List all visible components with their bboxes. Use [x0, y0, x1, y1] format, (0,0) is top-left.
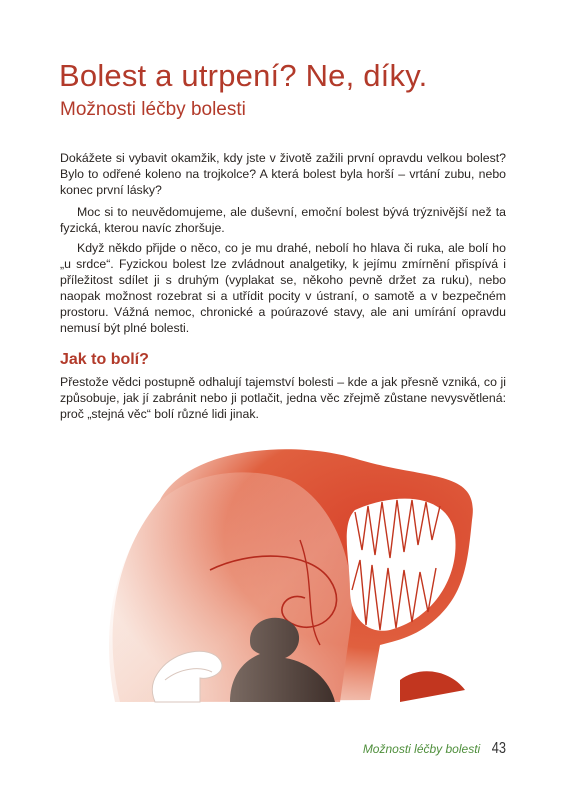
section-heading: Jak to bolí?: [60, 351, 149, 368]
page-number: 43: [491, 740, 507, 757]
page-title: Bolest a utrpení? Ne, díky.: [59, 58, 428, 93]
red-tail: [400, 671, 465, 702]
section-paragraph: Přestože vědci postupně odhalují tajemství bolesti – kde a jak přesně vzniká, co ji způsobuje, jak jí zabránit nebo ji potlačit, jedna věc zřejmě zůstane nevysvětlená: proč „stejná věc“ bolí různé lidi jinak.: [60, 375, 506, 421]
paragraph-2: Moc si to neuvědomujeme, ale duševní, emoční bolest bývá trýznivější než ta fyzická, kterou navíc zhoršuje.: [60, 205, 506, 235]
pain-monster-illustration: [100, 440, 480, 710]
monster-fade: [109, 472, 352, 702]
paragraph-3: Když někdo přijde o něco, co je mu drahé, nebolí ho hlava či ruka, ale bolí ho „u srdce“. Fyzickou bolest lze zvládnout analgetiky, k jejímu zmírnění přispívá i příležitost sdílet ji s druhým (vyplakat se, někoho pevně držet za ruku), nebo naopak možnost rozebrat si a utřídit pocity v ústraní, o samotě a v bezpečném prostoru. Vážná nemoc, chronické a poúrazové stavy, ale ani umírání opravdu nemusí být plné bolesti.: [60, 241, 506, 335]
paragraph-1: Dokážete si vybavit okamžik, kdy jste v životě zažili první opravdu velkou bolest? Bylo to odřené koleno na trojkolce? A která bolest byla horší – vrtání zubu, nebo konec první lásky?: [60, 151, 506, 197]
page-footer: [363, 740, 508, 758]
footer-section-name: Možnosti léčby bolesti: [362, 742, 481, 756]
page-subtitle: Možnosti léčby bolesti: [60, 99, 246, 120]
